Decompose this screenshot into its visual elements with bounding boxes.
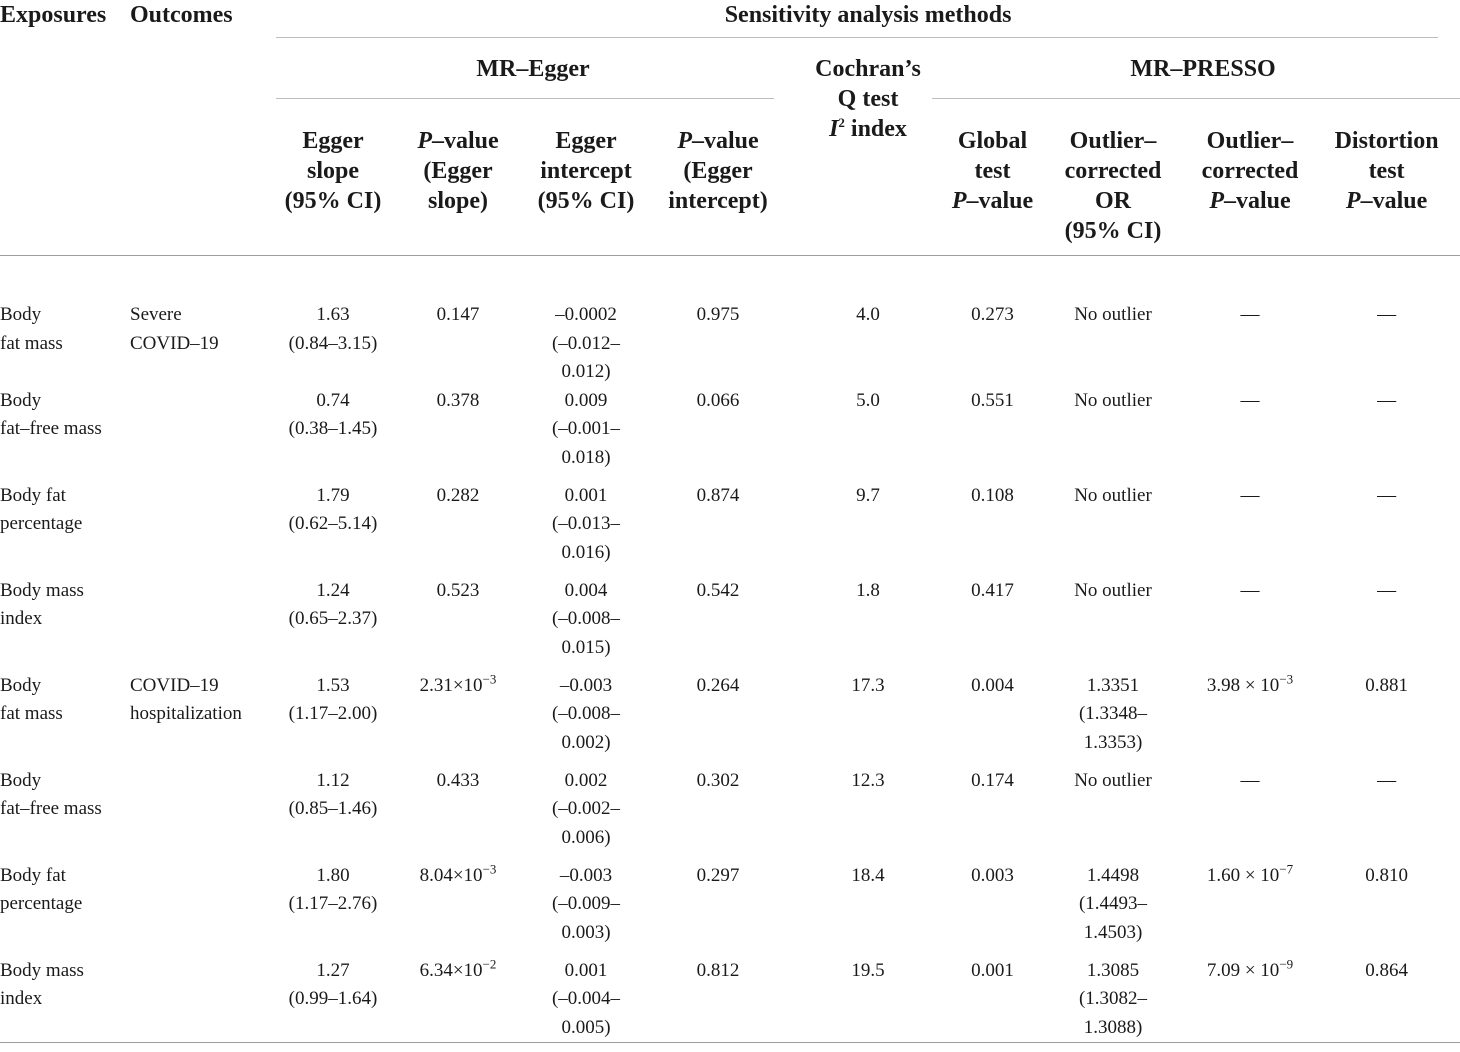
egger-intercept-cell: 0.004 (–0.008– 0.015) <box>551 579 621 658</box>
outlier-corrected-or-header: Outlier– corrected OR (95% CI) <box>1064 128 1162 244</box>
p-intercept-cell: 0.874 <box>696 484 740 506</box>
egger-intercept-header: Egger intercept (95% CI) <box>537 128 635 214</box>
outcome-cell: COVID–19 hospitalization <box>130 674 242 724</box>
cochran-q-cell: 5.0 <box>856 389 880 411</box>
table-row <box>0 957 1460 1052</box>
table-row <box>0 387 1460 482</box>
exposures-header: Exposures <box>0 2 107 28</box>
outlier-corrected-p-cell: — <box>1240 769 1260 791</box>
p-intercept-cell: 0.975 <box>696 304 740 325</box>
distortion-test-cell: — <box>1377 769 1397 791</box>
outcome-cell <box>130 957 276 1052</box>
p-intercept-cell: 0.297 <box>696 864 740 886</box>
global-test-cell: 0.417 <box>971 579 1014 601</box>
mr-egger-rule <box>276 98 774 99</box>
sensitivity-methods-header: Sensitivity analysis methods <box>724 2 1012 28</box>
egger-slope-cell: 1.79 (0.62–5.14) <box>288 484 378 534</box>
outlier-corrected-p-cell: — <box>1240 389 1260 411</box>
cochran-q-cell: 12.3 <box>851 769 885 791</box>
global-test-cell: 0.551 <box>971 389 1014 411</box>
outcome-cell <box>130 862 276 957</box>
distortion-test-header: Distortion test P–value <box>1334 128 1439 214</box>
egger-intercept-cell: 0.001 (–0.004– 0.005) <box>551 959 621 1038</box>
table-row <box>0 482 1460 577</box>
distortion-test-cell: — <box>1377 389 1397 411</box>
outlier-corrected-p-cell: $3.98 \times 10^{-3}$ <box>1206 671 1294 696</box>
exposure-cell: Body fat percentage <box>0 484 83 534</box>
cochran-q-cell: 9.7 <box>856 484 880 506</box>
exposure-cell: Body mass index <box>0 959 84 1009</box>
outcome-cell <box>130 387 276 482</box>
outlier-corrected-p-cell: — <box>1240 579 1260 601</box>
outlier-corrected-p-cell: $1.60 \times 10^{-7}$ <box>1206 861 1294 886</box>
egger-intercept-cell: –0.003 (–0.008– 0.002) <box>551 674 621 753</box>
table-bottom-rule <box>0 1042 1460 1043</box>
distortion-test-cell: — <box>1377 484 1397 506</box>
p-slope-header: P–value (Egger slope) <box>417 128 499 214</box>
exposure-cell: Body fat–free mass <box>0 389 102 439</box>
table-row <box>0 862 1460 957</box>
egger-intercept-cell: 0.009 (–0.001– 0.018) <box>551 389 621 468</box>
p-slope-cell: $6.34\times 10^{-2}$ <box>419 956 497 981</box>
p-slope-cell: 0.523 <box>436 579 480 601</box>
cochran-q-cell: 4.0 <box>856 304 880 325</box>
outcome-cell <box>130 482 276 577</box>
egger-slope-cell: 1.53 (1.17–2.00) <box>288 674 378 724</box>
mr-presso-rule <box>932 98 1460 99</box>
outlier-corrected-or-cell: 1.3085 (1.3082– 1.3088) <box>1078 959 1148 1038</box>
global-test-cell: 0.001 <box>971 959 1014 981</box>
exposure-cell: Body fat percentage <box>0 864 83 914</box>
egger-slope-cell: 1.24 (0.65–2.37) <box>288 579 378 629</box>
header-bottom-rule <box>0 255 1460 256</box>
p-slope-cell: 0.378 <box>436 389 480 411</box>
p-intercept-cell: 0.302 <box>696 769 740 791</box>
egger-intercept-cell: –0.003 (–0.009– 0.003) <box>551 864 621 943</box>
p-slope-cell: 0.433 <box>436 769 480 791</box>
cochran-q-header: Cochran’s Q test $I^2$ index <box>815 56 921 142</box>
egger-intercept-cell: –0.0002 (–0.012– 0.012) <box>551 304 621 382</box>
distortion-test-cell: — <box>1377 579 1397 601</box>
outlier-corrected-or-cell: No outlier <box>1074 484 1152 506</box>
distortion-test-cell: 0.810 <box>1365 864 1408 886</box>
egger-slope-cell: 1.63 (0.84–3.15) <box>288 304 378 354</box>
global-test-cell: 0.108 <box>971 484 1014 506</box>
global-test-cell: 0.003 <box>971 864 1014 886</box>
exposure-cell: Body fat–free mass <box>0 769 102 819</box>
egger-intercept-cell: 0.001 (–0.013– 0.016) <box>551 484 621 563</box>
mr-egger-header: MR–Egger <box>476 56 590 82</box>
table-row <box>0 672 1460 767</box>
p-slope-cell: $8.04\times 10^{-3}$ <box>419 861 497 886</box>
cochran-q-cell: 18.4 <box>851 864 885 886</box>
outlier-corrected-or-cell: No outlier <box>1074 389 1152 411</box>
table-row <box>0 577 1460 672</box>
outlier-corrected-or-cell: 1.4498 (1.4493– 1.4503) <box>1078 864 1148 943</box>
outcomes-header: Outcomes <box>130 2 233 28</box>
global-test-header: Global test P–value <box>951 128 1034 214</box>
table-row <box>0 282 1460 387</box>
cochran-q-cell: 17.3 <box>851 674 885 696</box>
outcome-cell <box>130 767 276 862</box>
egger-slope-header: Egger slope (95% CI) <box>284 128 382 214</box>
outlier-corrected-or-cell: No outlier <box>1074 769 1152 791</box>
distortion-test-cell: 0.864 <box>1365 959 1408 981</box>
exposure-cell: Body fat mass <box>0 674 63 724</box>
distortion-test-cell: — <box>1377 304 1397 325</box>
p-intercept-header: P–value (Egger intercept) <box>668 128 768 214</box>
cochran-q-cell: 19.5 <box>851 959 885 981</box>
p-intercept-cell: 0.812 <box>696 959 740 981</box>
table-body <box>0 282 1460 1052</box>
global-test-cell: 0.273 <box>971 304 1014 325</box>
p-intercept-cell: 0.542 <box>696 579 740 601</box>
egger-slope-cell: 1.27 (0.99–1.64) <box>288 959 378 1009</box>
outlier-corrected-p-cell: — <box>1240 484 1260 506</box>
p-slope-cell: $2.31\times 10^{-3}$ <box>419 671 497 696</box>
outlier-corrected-p-cell: — <box>1240 304 1260 325</box>
outlier-corrected-p-header: Outlier– corrected P–value <box>1201 128 1299 214</box>
egger-slope-cell: 1.12 (0.85–1.46) <box>288 769 378 819</box>
global-test-cell: 0.004 <box>971 674 1014 696</box>
exposure-cell: Body fat mass <box>0 304 63 354</box>
outlier-corrected-or-cell: No outlier <box>1074 304 1152 325</box>
mr-presso-header: MR–PRESSO <box>1130 56 1276 82</box>
table-row <box>0 767 1460 862</box>
outcome-cell <box>130 577 276 672</box>
cochran-q-cell: 1.8 <box>856 579 880 601</box>
p-slope-cell: 0.147 <box>436 304 480 325</box>
outcome-cell: Severe COVID–19 <box>130 304 219 354</box>
p-intercept-cell: 0.264 <box>696 674 740 696</box>
egger-slope-cell: 1.80 (1.17–2.76) <box>288 864 378 914</box>
global-test-cell: 0.174 <box>971 769 1014 791</box>
egger-slope-cell: 0.74 (0.38–1.45) <box>288 389 378 439</box>
outlier-corrected-or-cell: No outlier <box>1074 579 1152 601</box>
outlier-corrected-or-cell: 1.3351 (1.3348– 1.3353) <box>1078 674 1148 753</box>
sensitivity-rule <box>276 37 1438 38</box>
exposure-cell: Body mass index <box>0 579 84 629</box>
egger-intercept-cell: 0.002 (–0.002– 0.006) <box>551 769 621 848</box>
p-intercept-cell: 0.066 <box>696 389 740 411</box>
outlier-corrected-p-cell: $7.09 \times 10^{-9}$ <box>1206 956 1294 981</box>
distortion-test-cell: 0.881 <box>1365 674 1408 696</box>
p-slope-cell: 0.282 <box>436 484 480 506</box>
